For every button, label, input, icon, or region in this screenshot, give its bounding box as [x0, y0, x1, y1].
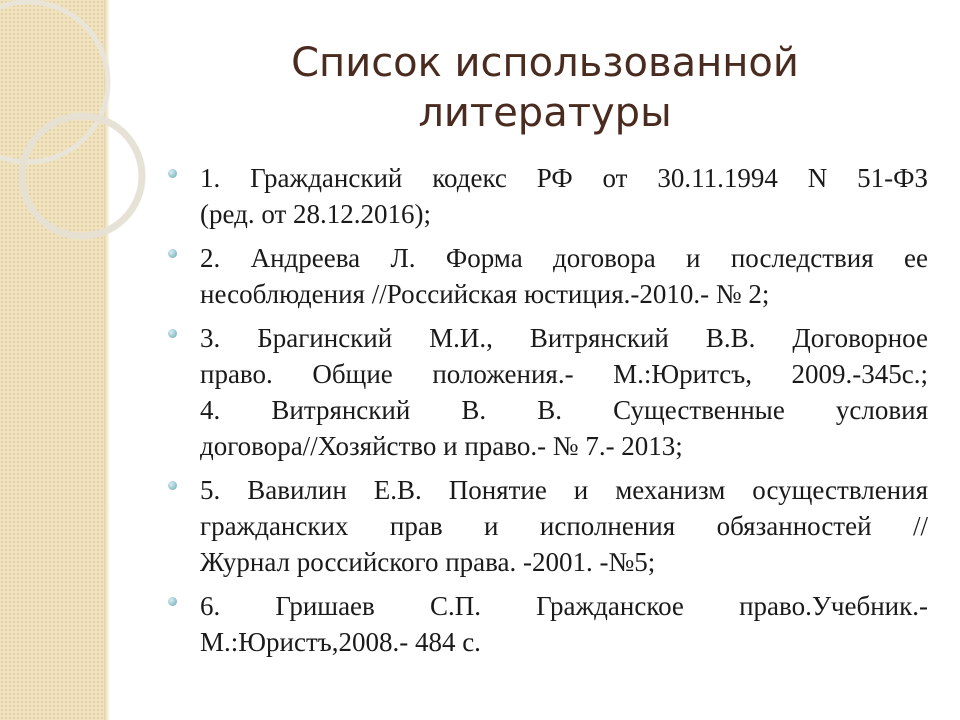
page-title [170, 38, 920, 138]
list-item-line: 3. Брагинский М.И., Витрянский В.В. Договорное [200, 323, 928, 353]
bullet-icon [168, 481, 177, 490]
decorative-ring-small [22, 116, 142, 236]
reference-list [168, 160, 928, 668]
list-item-line: (ред. от 28.12.2016); [200, 199, 432, 229]
list-item-line: 6. Гришаев С.П. Гражданское право.Учебник.- [200, 591, 928, 621]
list-item [168, 240, 928, 312]
list-item-line: М.:Юристъ,2008.- 484 с. [200, 627, 481, 657]
bullet-icon [168, 597, 177, 606]
decorative-ring-large [0, 2, 108, 162]
list-item [168, 472, 928, 580]
bullet-icon [168, 249, 177, 258]
title-line-1: Список использованной [291, 40, 799, 86]
list-item [168, 320, 928, 464]
list-item-line: право. Общие положения.- М.:Юритсъ, 2009.-345с.; [200, 359, 928, 389]
list-item [168, 588, 928, 660]
list-item-line: 4. Витрянский В. В. Существенные условия [200, 395, 928, 425]
list-item-line: гражданских прав и исполнения обязанностей // [200, 511, 928, 541]
list-item-line: несоблюдения //Российская юстиция.-2010.- № 2; [200, 279, 770, 309]
list-item-line: 5. Вавилин Е.В. Понятие и механизм осуществления [200, 475, 928, 505]
bullet-icon [168, 169, 177, 178]
list-item-line: договора//Хозяйство и право.- № 7.- 2013; [200, 431, 683, 461]
title-line-2: литературы [418, 90, 672, 136]
list-item-line: Журнал российского права. -2001. -№5; [200, 547, 656, 577]
list-item-line: 2. Андреева Л. Форма договора и последствия ее [200, 243, 928, 273]
bullet-icon [168, 329, 177, 338]
list-item-line: 1. Гражданский кодекс РФ от 30.11.1994 N 51-ФЗ [200, 163, 928, 193]
list-item [168, 160, 928, 232]
